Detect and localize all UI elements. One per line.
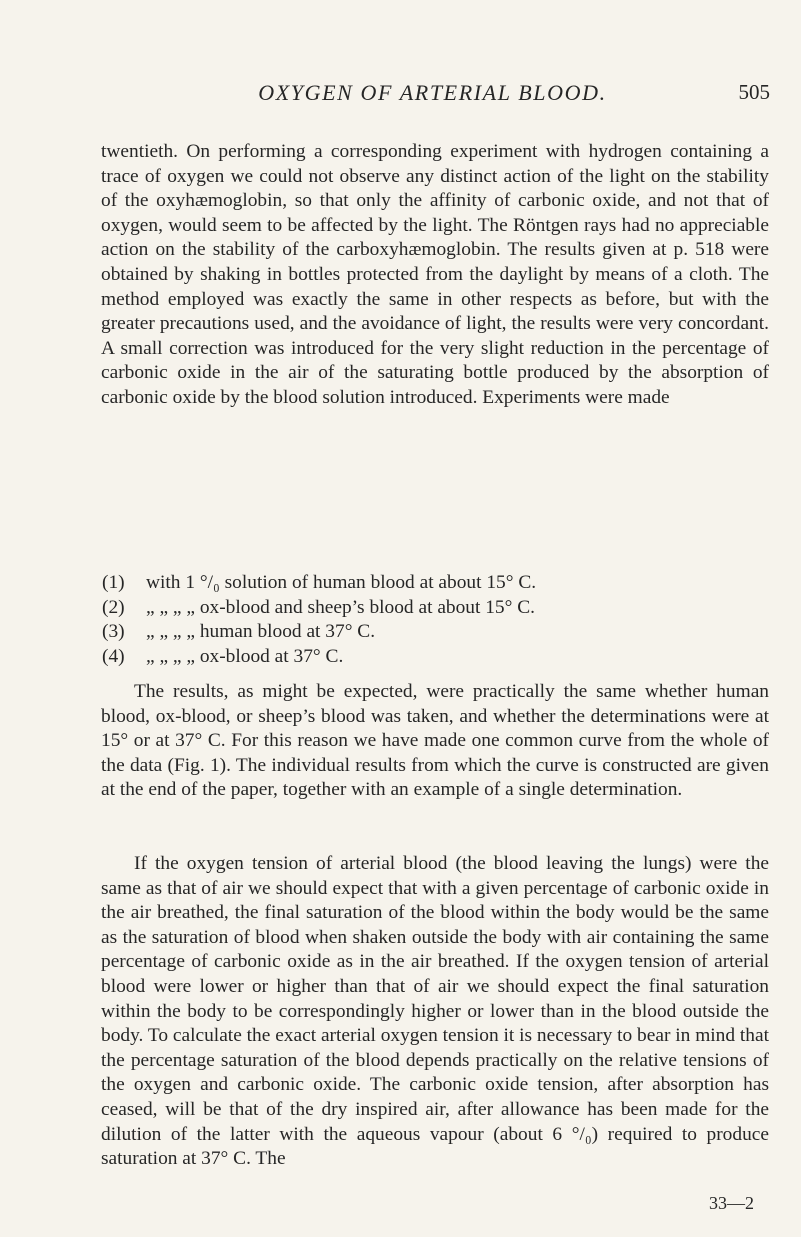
- running-head-title: OXYGEN OF ARTERIAL BLOOD.: [258, 80, 607, 105]
- experiment-list: [102, 571, 772, 669]
- list-item: [102, 596, 772, 621]
- list-item-text: „ „ „ „ human blood at 37° C.: [146, 621, 376, 643]
- signature-mark: 33—2: [709, 1193, 754, 1213]
- list-item-number: (1): [102, 572, 125, 593]
- list-item: [102, 620, 772, 645]
- list-item-text: „ „ „ „ ox-blood at 37° C.: [146, 645, 344, 667]
- list-item-text: with 1 °/₀ solution of human blood at about 15° C.: [146, 572, 537, 593]
- list-item-number: (2): [102, 596, 125, 618]
- list-item-text: „ „ „ „ ox-blood and sheep’s blood at about 15° C.: [146, 596, 536, 618]
- running-head: [95, 78, 770, 110]
- paragraph-2: The results, as might be expected, were practically the same whether human blood, ox-blood, or sheep’s blood was taken, and whether the determinations were at 15° or at 37° C. For this reason we have made one common curve from the whole of the data (Fig. 1). The individual results from which the curve is constructed are given at the end of the paper, together with an example of a single determination.: [101, 681, 769, 801]
- paragraph-3: If the oxygen tension of arterial blood (the blood leaving the lungs) were the same as that of air we should expect that with a given percentage of carbonic oxide in the air breathed, the final saturation of the blood within the body would be the same as the saturation of blood when shaken outside the body with air containing the same percentage of carbonic oxide as in the air breathed. If the oxygen tension of arterial blood were lower or higher than that of air we should expect the final saturation within the body to be correspondingly higher or lower than in the blood outside the body. To calculate the exact arterial oxygen tension it is necessary to bear in mind that the percentage saturation of the blood depends practically on the relative tensions of the oxygen and carbonic oxide. The carbonic oxide tension, after absorption has ceased, will be that of the dry inspired air, after allowance has been made for the dilution of the latter with the aqueous vapour (about 6 °/₀) required to produce saturation at 37° C. The: [101, 853, 769, 1170]
- list-item: [102, 645, 772, 670]
- paragraph-1: twentieth. On performing a corresponding experiment with hydrogen containing a trace of oxygen we could not observe any distinct action of the light on the stability of the oxyhæmoglobin, so that only the affinity of carbonic oxide, and not that of oxygen, would seem to be affected by the light. The Röntgen rays had no appreciable action on the stability of the carboxyhæmoglobin. The results given at p. 518 were obtained by shaking in bottles protected from the daylight by means of a cloth. The method employed was exactly the same in other respects as before, but with the greater precautions used, and the avoidance of light, the results were very concordant. A small correction was introduced for the very slight reduction in the percentage of carbonic oxide in the air of the saturating bottle produced by the absorption of carbonic oxide by the blood solution introduced. Experiments were made: [101, 141, 769, 408]
- page-number: 505: [738, 80, 770, 104]
- list-item-number: (3): [102, 621, 125, 643]
- list-item-number: (4): [102, 645, 125, 667]
- list-item: [102, 571, 772, 596]
